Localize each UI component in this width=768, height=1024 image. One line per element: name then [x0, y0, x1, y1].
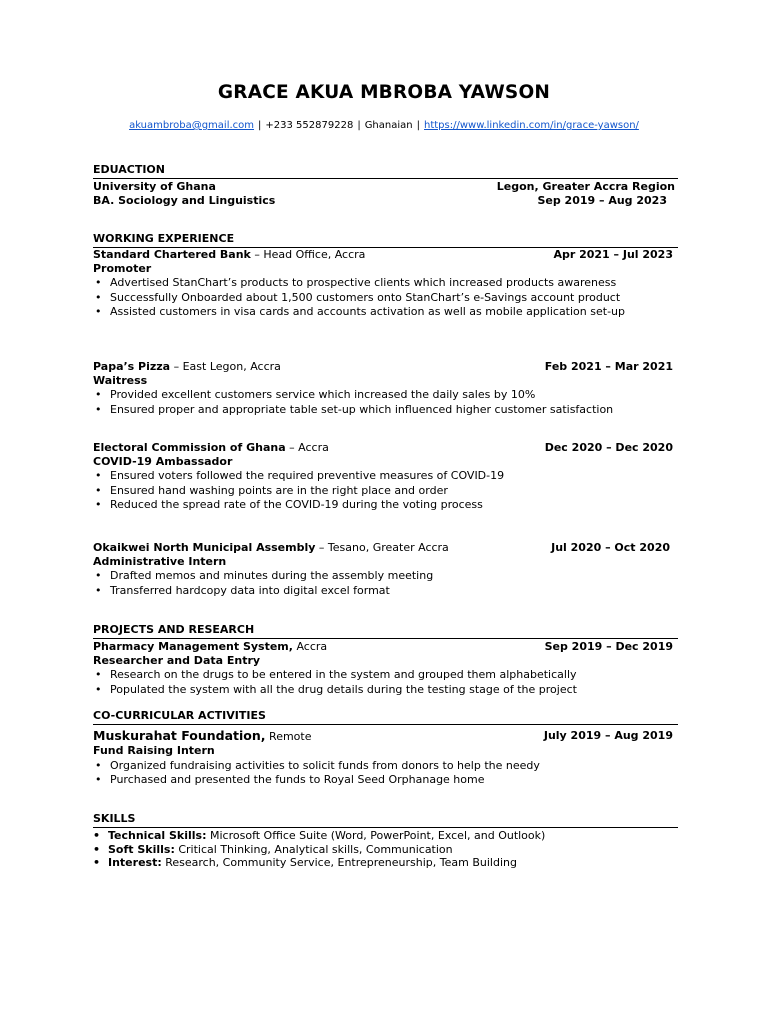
nationality: Ghanaian — [364, 120, 413, 131]
list-item: • Successfully Onboarded about 1,500 customers onto StanChart’s e-Savings account product — [93, 291, 678, 306]
job-location: – Accra — [285, 441, 329, 454]
project-org: Pharmacy Management System, — [93, 640, 293, 653]
job-entry — [93, 360, 678, 417]
section-title-cocurricular: CO-CURRICULAR ACTIVITIES — [93, 709, 678, 725]
job-location: – Tesano, Greater Accra — [315, 541, 449, 554]
job-dates: Jul 2020 – Oct 2020 — [551, 541, 670, 554]
job-dates: Apr 2021 – Jul 2023 — [553, 248, 673, 261]
job-header — [93, 441, 678, 455]
project-header — [93, 640, 678, 654]
separator: | — [357, 120, 361, 131]
job-role: COVID-19 Ambassador — [93, 454, 233, 468]
skill-item — [93, 843, 678, 857]
list-item: • Ensured hand washing points are in the right place and order — [93, 484, 678, 499]
job-bullets — [93, 469, 678, 513]
job-header — [93, 248, 678, 262]
job-org: Standard Chartered Bank — [93, 248, 251, 261]
job-role: Administrative Intern — [93, 554, 227, 568]
skill-text: Microsoft Office Suite (Word, PowerPoint, Excel, and Outlook) — [206, 829, 546, 842]
job-header — [93, 360, 678, 374]
projects-section — [93, 623, 678, 697]
list-item: • Ensured proper and appropriate table set-up which influenced higher customer satisfaction — [93, 403, 678, 418]
list-item: • Reduced the spread rate of the COVID-19 during the voting process — [93, 498, 678, 513]
education-dates: Sep 2019 – Aug 2023 — [537, 193, 667, 207]
skill-item — [93, 829, 678, 843]
contact-line — [0, 119, 768, 134]
list-item: • Advertised StanChart’s products to prospective clients which increased products awareness — [93, 276, 678, 291]
education-degree-row — [93, 194, 678, 208]
job-org: Okaikwei North Municipal Assembly — [93, 541, 316, 554]
section-title-skills: SKILLS — [93, 812, 678, 828]
skills-list — [93, 829, 678, 870]
job-header — [93, 541, 678, 555]
separator: | — [416, 120, 420, 131]
job-location: – Head Office, Accra — [250, 248, 366, 261]
list-item: • Provided excellent customers service which increased the daily sales by 10% — [93, 388, 678, 403]
section-title-projects: PROJECTS AND RESEARCH — [93, 623, 678, 639]
list-item: • Transferred hardcopy data into digital excel format — [93, 584, 678, 599]
degree: BA. Sociology and Linguistics — [93, 193, 276, 207]
email-link[interactable]: akuambroba@gmail.com — [129, 120, 255, 131]
school-location: Legon, Greater Accra Region — [496, 180, 675, 193]
skill-label: Technical Skills: — [108, 829, 207, 842]
list-item: • Purchased and presented the funds to Royal Seed Orphanage home — [93, 773, 678, 788]
list-item: • Ensured voters followed the required preventive measures of COVID-19 — [93, 469, 678, 484]
list-item: • Organized fundraising activities to solicit funds from donors to help the needy — [93, 759, 678, 774]
job-entry — [93, 541, 678, 598]
project-location: Accra — [292, 640, 328, 653]
activity-role: Fund Raising Intern — [93, 744, 215, 757]
education-section — [93, 163, 678, 207]
project-role: Researcher and Data Entry — [93, 653, 261, 667]
activity-dates: July 2019 – Aug 2019 — [543, 729, 673, 742]
job-entry — [93, 441, 678, 513]
activity-bullets — [93, 759, 678, 788]
skill-text: Research, Community Service, Entrepreneurship, Team Building — [161, 856, 517, 869]
job-bullets — [93, 569, 678, 598]
skill-text: Critical Thinking, Analytical skills, Communication — [174, 842, 453, 856]
list-item: • Assisted customers in visa cards and accounts activation as well as mobile application set-up — [93, 305, 678, 320]
school-name: University of Ghana — [93, 180, 216, 193]
list-item: • Populated the system with all the drug details during the testing stage of the project — [93, 683, 678, 698]
education-school-row — [93, 180, 678, 194]
job-org: Papa’s Pizza — [93, 360, 171, 373]
section-title-education: EDUACTION — [93, 163, 678, 179]
job-bullets — [93, 388, 678, 417]
skills-section — [93, 812, 678, 870]
job-role: Waitress — [93, 373, 148, 387]
linkedin-link[interactable]: https://www.linkedin.com/in/grace-yawson/ — [424, 120, 639, 131]
job-role: Promoter — [93, 261, 152, 275]
project-dates: Sep 2019 – Dec 2019 — [544, 640, 673, 653]
project-bullets — [93, 668, 678, 697]
skill-label: Interest: — [108, 856, 162, 869]
job-org: Electoral Commission of Ghana — [93, 441, 286, 454]
skill-item — [93, 856, 678, 870]
activity-location: Remote — [265, 730, 312, 743]
list-item: • Research on the drugs to be entered in the system and grouped them alphabetically — [93, 668, 678, 683]
job-dates: Dec 2020 – Dec 2020 — [544, 441, 673, 454]
phone-number: +233 552879228 — [265, 120, 354, 131]
job-bullets — [93, 276, 678, 320]
list-item: • Drafted memos and minutes during the assembly meeting — [93, 569, 678, 584]
job-location: – East Legon, Accra — [170, 360, 281, 373]
skill-label: Soft Skills: — [108, 842, 175, 856]
activity-header — [93, 729, 678, 744]
cocurricular-section — [93, 709, 678, 788]
job-dates: Feb 2021 – Mar 2021 — [544, 360, 673, 373]
work-section — [93, 232, 678, 249]
job-entry — [93, 248, 678, 320]
candidate-name: GRACE AKUA MBROBA YAWSON — [217, 82, 551, 103]
activity-org: Muskurahat Foundation, — [93, 728, 266, 743]
separator: | — [258, 120, 262, 131]
section-title-work: WORKING EXPERIENCE — [93, 232, 678, 248]
